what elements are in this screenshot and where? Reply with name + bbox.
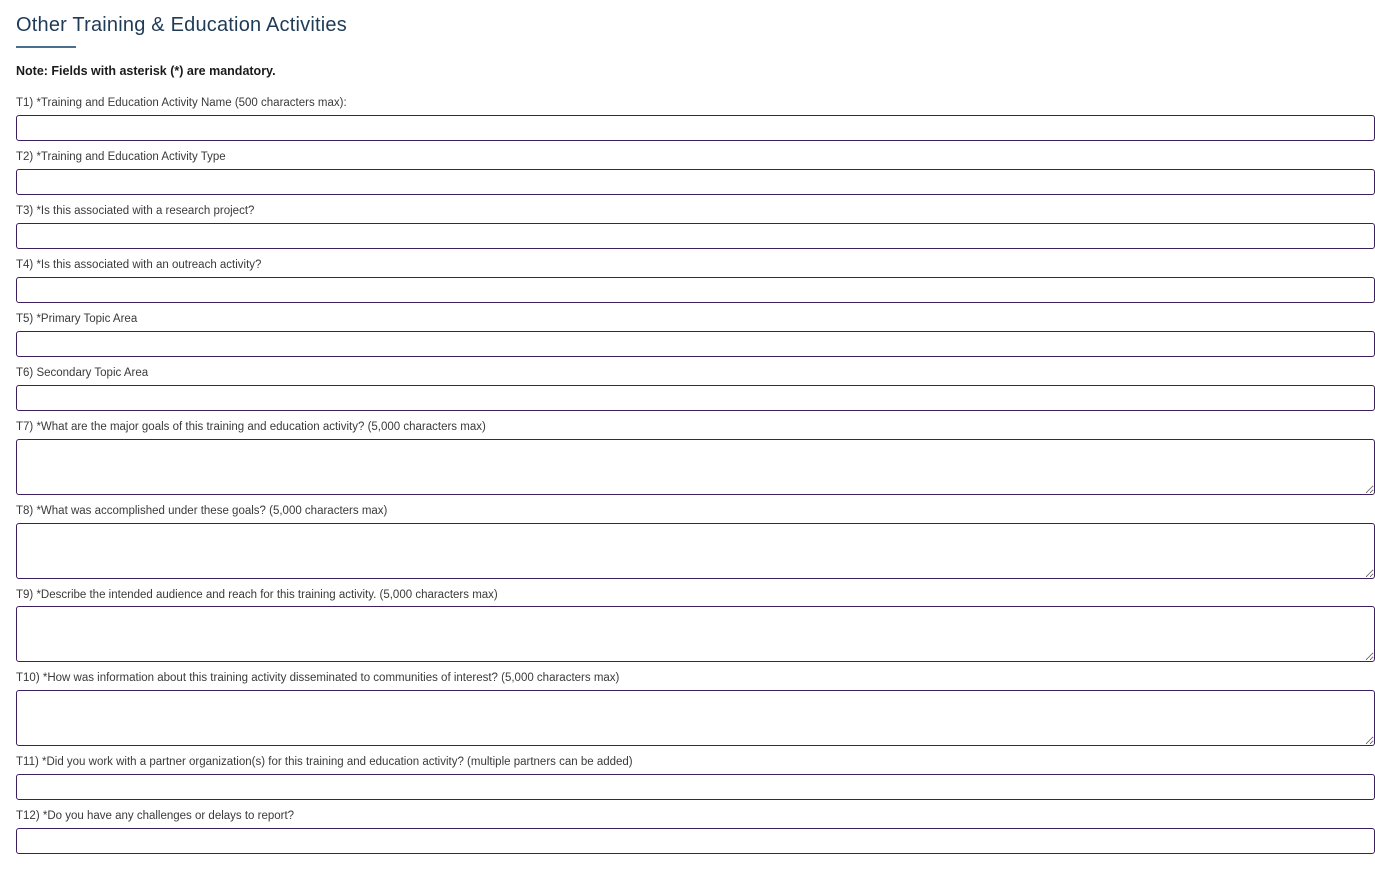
- field-t1-label: T1) *Training and Education Activity Name (500 characters max):: [16, 97, 347, 109]
- accomplishments-textarea[interactable]: [16, 523, 1375, 579]
- intended-audience-textarea[interactable]: [16, 606, 1375, 662]
- field-t3: [16, 204, 1375, 249]
- field-t5-label: T5) *Primary Topic Area: [16, 312, 138, 325]
- field-t10-label: T10) *How was information about this training activity disseminated to communities of interest? (5,000 characters max): [16, 672, 620, 685]
- primary-topic-area-input[interactable]: [16, 331, 1375, 357]
- major-goals-textarea[interactable]: [16, 439, 1375, 495]
- field-t10: [16, 671, 1375, 746]
- field-t2: [16, 150, 1375, 195]
- activity-type-input[interactable]: [16, 169, 1375, 195]
- dissemination-textarea[interactable]: [16, 690, 1375, 746]
- field-t6: [16, 366, 1375, 411]
- field-t7-label: T7) *What are the major goals of this training and education activity? (5,000 characters max): [16, 420, 486, 433]
- field-t4-label: T4) *Is this associated with an outreach activity?: [16, 258, 262, 271]
- activity-name-input[interactable]: [16, 115, 1375, 141]
- field-t12: [16, 809, 1375, 854]
- page-title: Other Training & Education Activities: [16, 14, 347, 36]
- field-t7: [16, 420, 1375, 495]
- research-project-association-input[interactable]: [16, 223, 1375, 249]
- field-t12-label: T12) *Do you have any challenges or delays to report?: [16, 810, 295, 823]
- field-t11: [16, 755, 1375, 800]
- field-t2-label: T2) *Training and Education Activity Type: [16, 150, 226, 163]
- field-t8-label: T8) *What was accomplished under these goals? (5,000 characters max): [16, 504, 388, 517]
- field-t6-label: T6) Secondary Topic Area: [16, 366, 149, 379]
- field-t9: [16, 588, 1375, 663]
- field-t5: [16, 312, 1375, 357]
- outreach-activity-association-input[interactable]: [16, 277, 1375, 303]
- title-underline: [16, 46, 76, 48]
- field-t8: [16, 504, 1375, 579]
- field-t4: [16, 258, 1375, 303]
- secondary-topic-area-input[interactable]: [16, 385, 1375, 411]
- partner-organization-input[interactable]: [16, 774, 1375, 800]
- challenges-delays-input[interactable]: [16, 828, 1375, 854]
- mandatory-fields-note: Note: Fields with asterisk (*) are mandatory.: [16, 64, 276, 78]
- field-t3-label: T3) *Is this associated with a research project?: [16, 204, 255, 217]
- field-t9-label: T9) *Describe the intended audience and reach for this training activity. (5,000 characters max): [16, 588, 498, 601]
- field-t11-label: T11) *Did you work with a partner organization(s) for this training and education activity? (multiple partners can be added): [16, 756, 633, 769]
- field-t1: [16, 96, 1375, 141]
